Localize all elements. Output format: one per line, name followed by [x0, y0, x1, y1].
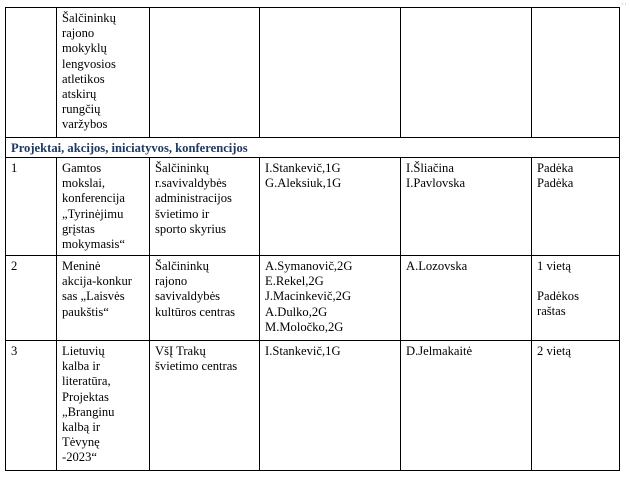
- teachers-cell: [401, 341, 532, 471]
- students-cell: [260, 158, 401, 256]
- cell-text-line: Gamtos: [62, 161, 102, 175]
- teachers-cell: [401, 158, 532, 256]
- cell-text-line: Padėkos: [537, 289, 579, 304]
- cell-text-line: E.Rekel,2G: [265, 274, 324, 289]
- cell-text-line: Meninė: [62, 259, 101, 273]
- cell-text-line: kultūros centras: [155, 304, 236, 319]
- cell-text-line: I.Stankevič,1G: [265, 161, 341, 175]
- cell-text-line: 2 vietą: [537, 344, 571, 358]
- top-students-cell: [260, 8, 401, 138]
- cell-text-line: I.Pavlovska: [406, 176, 466, 191]
- corner-mark: ··: [621, 0, 627, 10]
- cell-text-line: Padėka: [537, 176, 574, 191]
- row-number: 2: [6, 256, 57, 341]
- table-row: [6, 8, 620, 138]
- cell-text-line: Šalčininkų: [62, 11, 116, 25]
- cell-text-line: I.Šliačina: [406, 161, 454, 175]
- cell-text-line: švietimo centras: [155, 359, 238, 374]
- cell-text-line: Lietuvių: [62, 344, 105, 358]
- result-cell: [532, 341, 620, 471]
- cell-text-line: G.Aleksiuk,1G: [265, 176, 342, 191]
- organizer-cell: [150, 158, 260, 256]
- cell-text-line: Padėka: [537, 161, 574, 175]
- top-no-cell: [6, 8, 57, 138]
- cell-text-line: 1 vietą: [537, 259, 571, 273]
- organizer-cell: [150, 256, 260, 341]
- cell-text-line: raštas: [537, 304, 566, 319]
- cell-text-line: literatūra,: [62, 374, 111, 389]
- activities-table: [5, 7, 620, 471]
- cell-text-line: A.Lozovska: [406, 259, 468, 273]
- row-number: 1: [6, 158, 57, 256]
- table-row: [6, 256, 620, 341]
- cell-text-line: sas „Laisvės: [62, 289, 125, 304]
- cell-text-line: atletikos: [62, 71, 105, 86]
- students-cell: [260, 341, 401, 471]
- cell-text-line: -2023“: [62, 450, 97, 465]
- event-cell: [57, 158, 150, 256]
- cell-text-line: rajono: [155, 274, 188, 289]
- teachers-cell: [401, 256, 532, 341]
- section-title: Projektai, akcijos, iniciatyvos, konferencijos: [6, 138, 620, 158]
- top-result-cell: [532, 8, 620, 138]
- cell-text-line: savivaldybės: [155, 289, 221, 304]
- cell-text-line: mokyklų: [62, 41, 107, 56]
- cell-text-line: rungčių: [62, 102, 101, 117]
- cell-text-line: Projektas: [62, 389, 109, 404]
- table-row: [6, 341, 620, 471]
- cell-text-line: „Tyrinėjimu: [62, 206, 124, 221]
- cell-text-line: rajono: [62, 26, 95, 41]
- cell-text-line: mokslai,: [62, 176, 106, 191]
- cell-text-line: švietimo ir: [155, 206, 210, 221]
- cell-text-line: Šalčininkų: [155, 259, 209, 273]
- cell-text-line: A.Symanovič,2G: [265, 259, 353, 273]
- result-cell: [532, 158, 620, 256]
- row-number: 3: [6, 341, 57, 471]
- organizer-cell: [150, 341, 260, 471]
- cell-text-line: mokymasis“: [62, 237, 125, 252]
- students-cell: [260, 256, 401, 341]
- top-event-cell: [57, 8, 150, 138]
- cell-text-line: A.Dulko,2G: [265, 304, 328, 319]
- cell-text-line: lengvosios: [62, 56, 116, 71]
- event-cell: [57, 341, 150, 471]
- cell-text-line: J.Macinkevič,2G: [265, 289, 352, 304]
- top-teachers-cell: [401, 8, 532, 138]
- cell-text-line: Tėvynę: [62, 435, 100, 450]
- table-row: [6, 158, 620, 256]
- blank-line: [537, 274, 614, 289]
- cell-text-line: Šalčininkų: [155, 161, 209, 175]
- cell-text-line: varžybos: [62, 117, 108, 132]
- result-cell: [532, 256, 620, 341]
- cell-text-line: kalba ir: [62, 359, 101, 374]
- cell-text-line: akcija-konkur: [62, 274, 132, 289]
- cell-text-line: r.savivaldybės: [155, 176, 227, 191]
- cell-text-line: M.Moločko,2G: [265, 319, 344, 334]
- cell-text-line: sporto skyrius: [155, 221, 227, 236]
- cell-text-line: grįstas: [62, 221, 95, 236]
- cell-text-line: VšĮ Trakų: [155, 344, 206, 358]
- cell-text-line: D.Jelmakaitė: [406, 344, 473, 358]
- cell-text-line: administracijos: [155, 191, 232, 206]
- section-header-row: [6, 138, 620, 158]
- cell-text-line: atskirų: [62, 87, 97, 102]
- cell-text-line: konferencija: [62, 191, 125, 206]
- event-cell: [57, 256, 150, 341]
- top-organizer-cell: [150, 8, 260, 138]
- cell-text-line: kalbą ir: [62, 420, 101, 435]
- cell-text-line: paukštis“: [62, 304, 109, 319]
- cell-text-line: „Branginu: [62, 404, 115, 419]
- cell-text-line: I.Stankevič,1G: [265, 344, 341, 358]
